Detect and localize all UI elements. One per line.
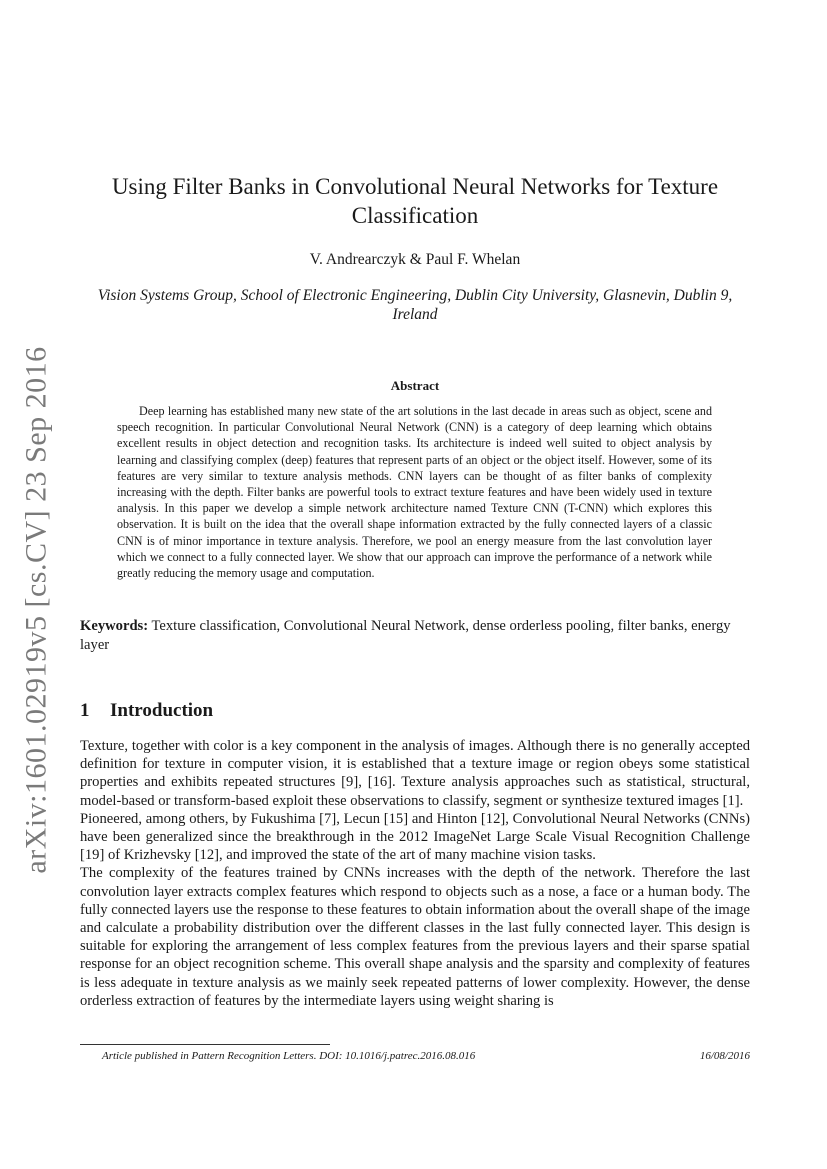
paper-authors: V. Andrearczyk & Paul F. Whelan: [309, 251, 521, 268]
body-paragraph: The complexity of the features trained by CNNs increases with the depth of the network. Therefore the last convolution layer extracts complex features which respond to objects such as a nose, a face or a human body. The fully connected layers use the response to these features to obtain information about the overall shape of the image and calculate a probability distribution over the different classes in the last fully connected layer. This design is suitable for exploring the arrangement of less complex features from the previous layers and their sparse spatial response for an object recognition scheme. This overall shape analysis and the sparsity and complexity of features is less adequate in texture analysis as we mainly seek repeated patterns of lower complexity. However, the dense orderless extraction of features by the intermediate layers using weight sharing is: [80, 865, 750, 1009]
keywords-label: Keywords:: [80, 618, 149, 634]
body-paragraph: Texture, together with color is a key component in the analysis of images. Although there is no generally accepted definition for texture in computer vision, it is established that a texture image or region obeys some statistical properties and exhibits repeated structures [9], [16]. Texture analysis approaches such as statistical, structural, model-based or transform-based exploit these observations to classify, segment or synthesize textured images [1].: [80, 738, 750, 809]
section-number: 1: [80, 700, 90, 721]
keywords: [80, 617, 750, 654]
paper-title: Using Filter Banks in Convolutional Neural Networks for Texture Classification: [111, 174, 719, 228]
body-paragraph: Pioneered, among others, by Fukushima [7], Lecun [15] and Hinton [12], Convolutional Neural Networks (CNNs) have been generalized since the breakthrough in the 2012 ImageNet Large Scale Visual Recognition Challenge [19] of Krizhevsky [12], and improved the state of the art of many machine vision tasks.: [80, 810, 750, 864]
footnote-date: 16/08/2016: [699, 1050, 750, 1062]
arxiv-identifier: arXiv:1601.02919v5 [cs.CV] 23 Sep 2016: [20, 346, 54, 874]
abstract-text: Deep learning has established many new state of the art solutions in the last decade in areas such as object, scene and speech recognition. In particular Convolutional Neural Network (CNN) is a category of deep learning which obtains excellent results in object detection and recognition tasks. Its architecture is indeed well suited to object analysis by learning and classifying complex (deep) features that represent parts of an object or the object itself. However, some of its features are very similar to texture analysis methods. CNN layers can be thought of as filter banks of complexity increasing with the depth. Filter banks are powerful tools to extract texture features and have been widely used in texture analysis. In this paper we develop a simple network architecture named Texture CNN (T-CNN) which explores this observation. It is built on the idea that the overall shape information extracted by the fully connected layers of a classic CNN is of minor importance in texture analysis. Therefore, we pool an energy measure from the last convolution layer which we connect to a fully connected layer. We show that our approach can improve the performance of a network while greatly reducing the memory usage and computation.: [117, 404, 712, 581]
footnote-text: Article published in Pattern Recognition Letters. DOI: 10.1016/j.patrec.2016.08.016: [102, 1050, 476, 1062]
section-title: Introduction: [110, 700, 214, 721]
keywords-text: Texture classification, Convolutional Neural Network, dense orderless pooling, filter banks, energy layer: [80, 618, 731, 653]
section-heading: [80, 700, 213, 722]
arxiv-side-stamp: [17, 346, 57, 874]
footnote: [80, 1050, 750, 1062]
author-affiliation: Vision Systems Group, School of Electronic Engineering, Dublin City University, Glasnevin, Dublin 9, Ireland: [97, 287, 733, 323]
section-body: [80, 737, 750, 1010]
footnote-rule: [80, 1044, 330, 1045]
abstract-heading: Abstract: [390, 378, 440, 393]
